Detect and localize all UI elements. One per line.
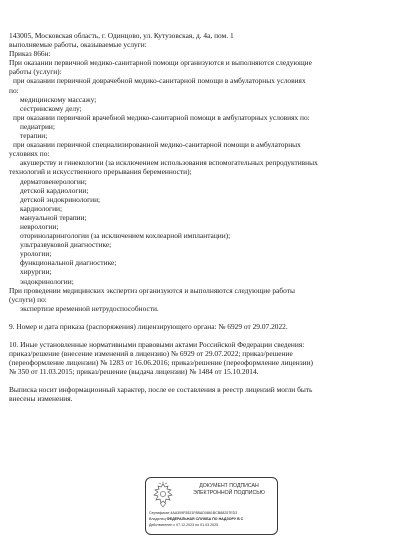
stamp-certificate: Сертификат 4AA309F5521F8BAD0861BCB88257ED3 bbox=[149, 511, 238, 515]
prehospital-care-line: при оказании первичной доврачебной медико-санитарной помощи в амбулаторных условиях bbox=[13, 76, 306, 86]
service-massage: медицинскому массажу; bbox=[20, 94, 97, 104]
service-pediatrics: педиатрии; bbox=[20, 121, 55, 131]
stamp-owner: ФЕДЕРАЛЬНАЯ СЛУЖБА ПО НАДЗОРУ В С bbox=[166, 517, 244, 521]
info-note: Выписка носит информационный характер, после ее составления в реестр лицензий могли быть bbox=[9, 385, 313, 395]
service-obgyn-cont: технологий и искусственного прерывания беременности); bbox=[9, 167, 192, 177]
spacer bbox=[9, 313, 394, 322]
primary-care-intro-cont: работы (услуги): bbox=[9, 67, 62, 77]
service-otorhinolaryngology: оториноларингологии (за исключением кохлеарной имплантации); bbox=[20, 231, 231, 241]
spacer bbox=[9, 331, 394, 340]
section-10-line: № 350 от 11.03.2015; приказ/решение (выдача лицензии) № 1484 от 15.10.2014. bbox=[9, 367, 259, 377]
service-pediatric-cardiology: детской кардиологии; bbox=[20, 185, 89, 195]
stamp-validity: Действителен с 07.12.2023 по 01.03.2025 bbox=[149, 523, 219, 527]
specialized-care-line-cont: условиях по: bbox=[9, 149, 50, 159]
stamp-title-line: ЭЛЕКТРОННОЙ ПОДПИСЬЮ bbox=[193, 489, 265, 496]
address-line: 143005, Московская область, г. Одинцово, ул. Кутузовская, д. 4а, пом. 1 bbox=[9, 31, 234, 40]
service-obgyn: акушерству и гинекологии (за исключением использования вспомогательных репродуктивных bbox=[20, 158, 318, 168]
service-therapy: терапии; bbox=[20, 131, 48, 141]
doctor-care-line: при оказании первичной врачебной медико-санитарной помощи в амбулаторных условиях по: bbox=[13, 112, 310, 122]
stamp-title-line: ДОКУМЕНТ ПОДПИСАН bbox=[199, 483, 259, 489]
works-heading: выполняемые работы, оказываемые услуги: bbox=[9, 40, 147, 50]
stamp-details bbox=[149, 510, 277, 528]
prehospital-care-line-cont: по: bbox=[9, 85, 19, 95]
stamp-title bbox=[182, 483, 276, 496]
service-neurology: неврологии; bbox=[20, 221, 59, 231]
service-endocrinology: эндокринологии; bbox=[20, 276, 74, 286]
expertise-intro-cont: (услуги) по: bbox=[9, 294, 47, 304]
section-10-line: (переоформление лицензии) № 1283 от 16.06.2016; приказ/решение (переоформление лицензии) bbox=[9, 358, 314, 368]
order-line: Приказ 866н: bbox=[9, 49, 51, 59]
service-surgery: хирургии; bbox=[20, 267, 52, 277]
section-9-order-number: 9. Номер и дата приказа (распоряжения) лицензирующего органа: № 6929 от 29.07.2022. bbox=[9, 321, 288, 331]
section-10-line: приказ/решение (внесение изменений в лицензию) № 6929 от 29.07.2022; приказ/решение bbox=[9, 349, 293, 359]
service-temporary-disability: экспертизе временной нетрудоспособности. bbox=[20, 303, 159, 313]
service-dermatovenerology: дерматовенерологии; bbox=[20, 176, 87, 186]
expertise-intro: При проведении медицинских экспертиз организуются и выполняются следующие работы bbox=[9, 285, 295, 295]
section-10-line: 10. Иные установленные нормативными правовыми актами Российской Федерации сведения: bbox=[9, 340, 305, 349]
electronic-signature-stamp bbox=[145, 477, 278, 535]
document-text bbox=[9, 31, 394, 404]
coat-of-arms-icon bbox=[150, 481, 176, 509]
service-nursing: сестринскому делу; bbox=[20, 103, 82, 113]
stamp-owner-label: Владелец bbox=[149, 517, 166, 521]
primary-care-intro: При оказании первичной медико-санитарной помощи организуются и выполняются следующие bbox=[9, 58, 312, 68]
service-manual-therapy: мануальной терапии; bbox=[20, 212, 87, 222]
service-ultrasound: ультразвуковой диагностике; bbox=[20, 240, 112, 250]
service-cardiology: кардиологии; bbox=[20, 203, 63, 213]
service-functional-diagnostics: функциональной диагностике; bbox=[20, 258, 117, 268]
service-pediatric-endocrinology: детской эндокринологии; bbox=[20, 194, 101, 204]
service-urology: урологии; bbox=[20, 249, 52, 259]
specialized-care-line: при оказании первичной специализированной медико-санитарной помощи в амбулаторных bbox=[13, 140, 301, 150]
spacer bbox=[9, 376, 394, 385]
info-note-cont: внесены изменения. bbox=[9, 394, 73, 404]
